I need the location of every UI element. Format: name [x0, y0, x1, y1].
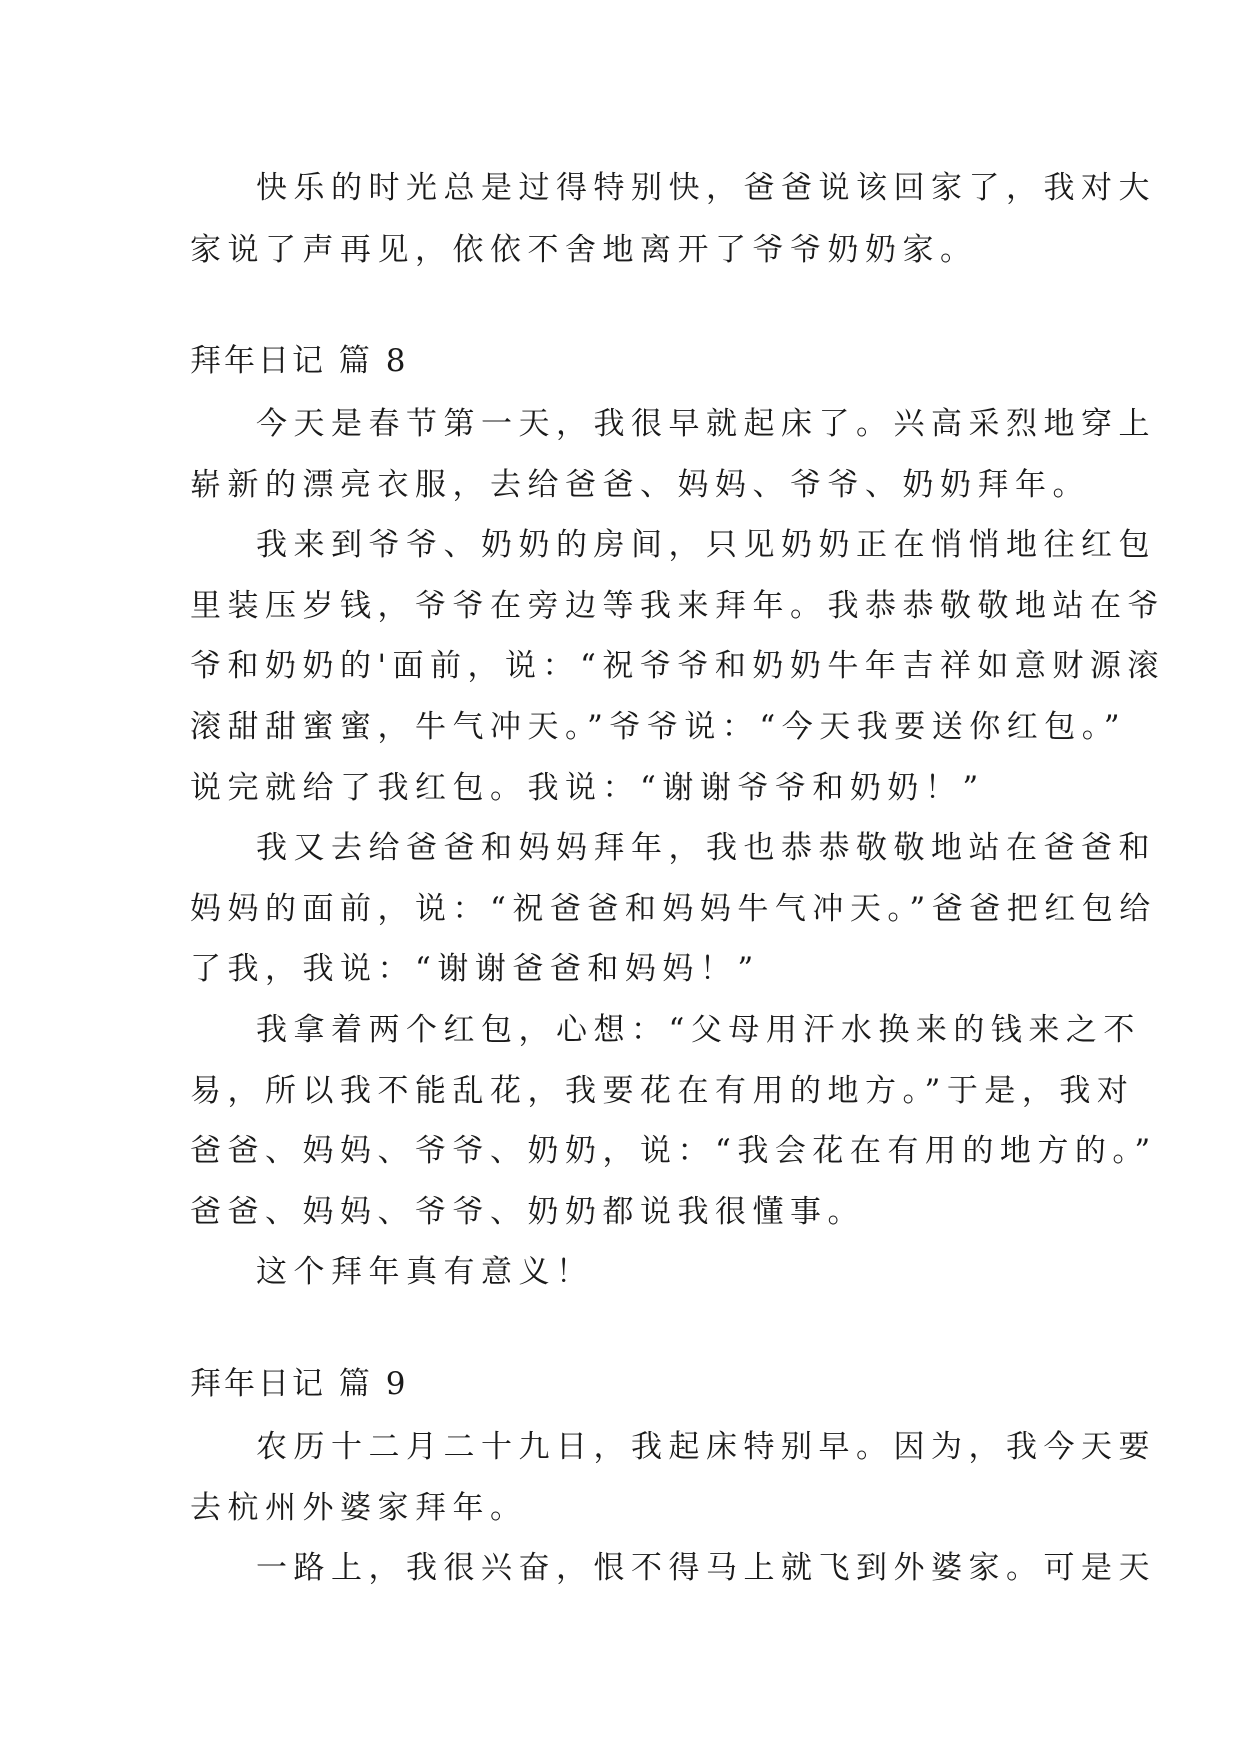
paragraph-line: 里装压岁钱，爷爷在旁边等我来拜年。我恭恭敬敬地站在爷 — [190, 588, 1165, 624]
paragraph-line: 易，所以我不能乱花，我要花在有用的地方。”于是，我对 — [190, 1073, 1135, 1109]
paragraph-line: 我又去给爸爸和妈妈拜年，我也恭恭敬敬地站在爸爸和 — [256, 830, 1156, 866]
paragraph-line: 一路上，我很兴奋，恨不得马上就飞到外婆家。可是天 — [256, 1550, 1156, 1586]
paragraph-line: 快乐的时光总是过得特别快，爸爸说该回家了，我对大 — [256, 170, 1156, 206]
paragraph-line: 说完就给了我红包。我说：“谢谢爷爷和奶奶！” — [190, 770, 985, 806]
paragraph-line: 爸爸、妈妈、爷爷、奶奶，说：“我会花在有用的地方的。” — [190, 1133, 1157, 1169]
paragraph-line: 了我，我说：“谢谢爸爸和妈妈！” — [190, 951, 760, 987]
section-heading: 拜年日记 篇 9 — [190, 1366, 409, 1402]
section-heading: 拜年日记 篇 8 — [190, 343, 409, 379]
paragraph-line: 家说了声再见，依依不舍地离开了爷爷奶奶家。 — [190, 232, 978, 268]
paragraph-line: 滚甜甜蜜蜜，牛气冲天。”爷爷说：“今天我要送你红包。” — [190, 709, 1127, 745]
paragraph-line: 今天是春节第一天，我很早就起床了。兴高采烈地穿上 — [256, 406, 1156, 442]
paragraph-line: 农历十二月二十九日，我起床特别早。因为，我今天要 — [256, 1429, 1156, 1465]
paragraph-line: 妈妈的面前，说：“祝爸爸和妈妈牛气冲天。”爸爸把红包给 — [190, 891, 1157, 927]
paragraph-line: 爸爸、妈妈、爷爷、奶奶都说我很懂事。 — [190, 1194, 865, 1230]
paragraph-line: 这个拜年真有意义！ — [256, 1254, 594, 1290]
paragraph-line: 崭新的漂亮衣服，去给爸爸、妈妈、爷爷、奶奶拜年。 — [190, 467, 1090, 503]
paragraph-line: 我拿着两个红包，心想：“父母用汗水换来的钱来之不 — [256, 1012, 1141, 1048]
paragraph-line: 爷和奶奶的'面前，说：“祝爷爷和奶奶牛年吉祥如意财源滚 — [190, 648, 1165, 684]
paragraph-line: 去杭州外婆家拜年。 — [190, 1490, 528, 1526]
paragraph-line: 我来到爷爷、奶奶的房间，只见奶奶正在悄悄地往红包 — [256, 527, 1156, 563]
